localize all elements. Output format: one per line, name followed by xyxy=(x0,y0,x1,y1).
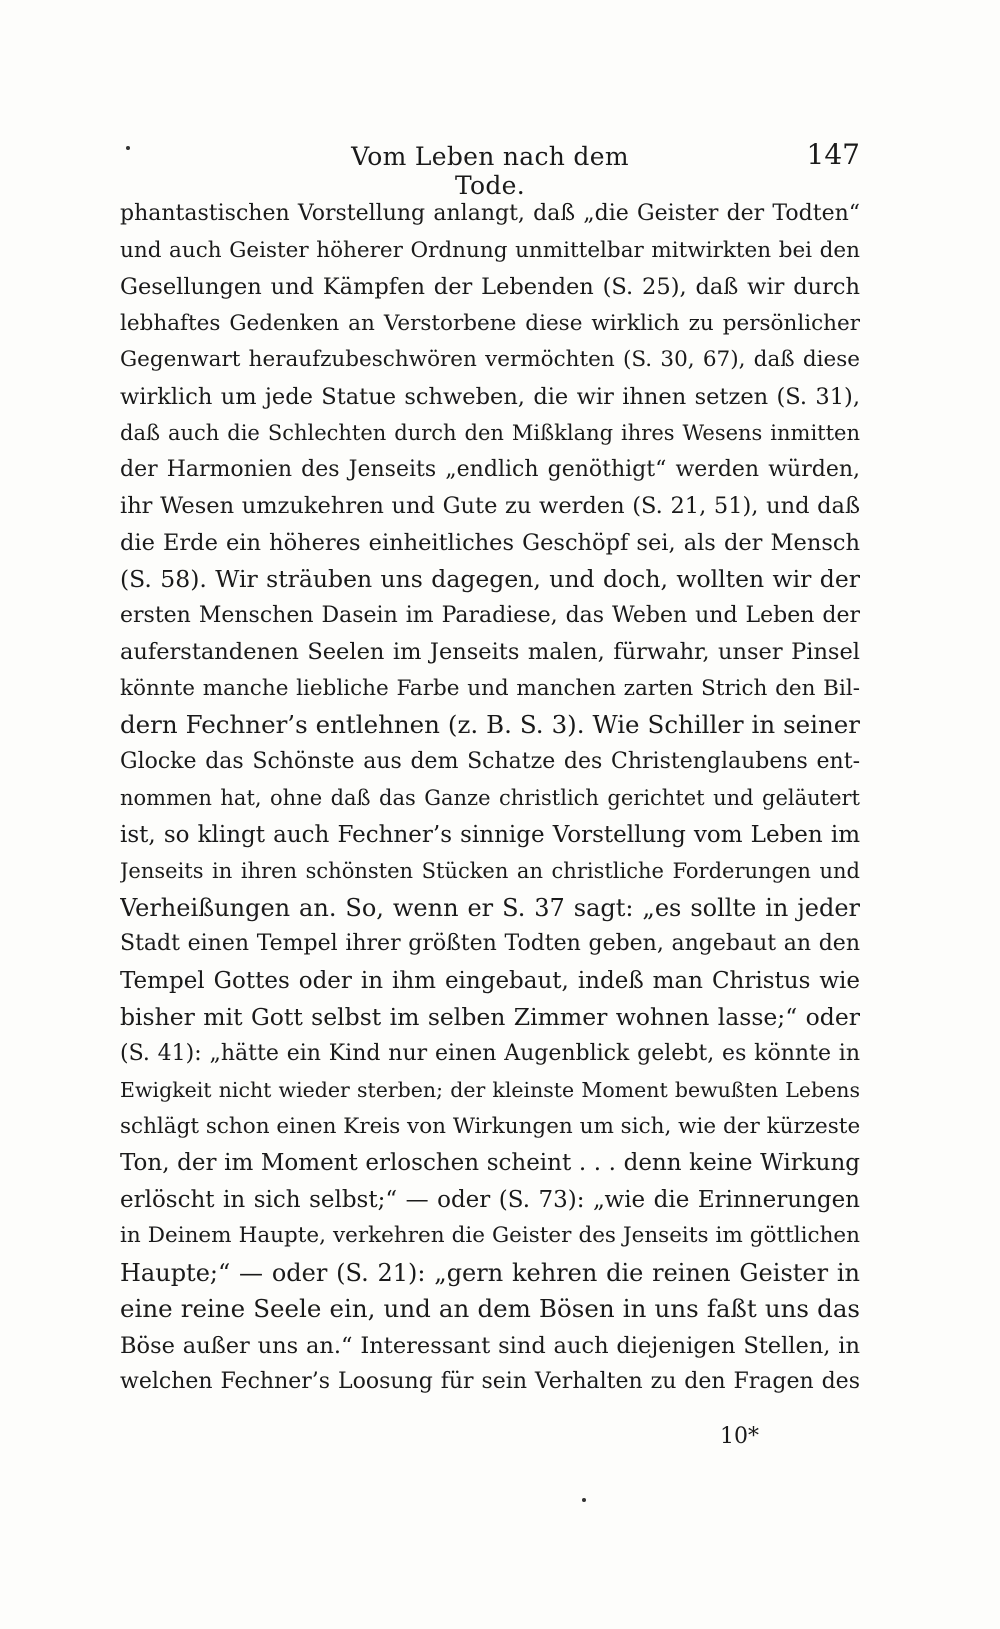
text-line: Glocke das Schönste aus dem Schatze des Christenglaubens ent- xyxy=(120,748,860,774)
page-header xyxy=(120,138,860,200)
text-line: wirklich um jede Statue schweben, die wir ihnen setzen (S. 31), xyxy=(120,383,860,410)
text-line: (S. 41): „hätte ein Kind nur einen Augenblick gelebt, es könnte in xyxy=(120,1040,860,1066)
text-line: die Erde ein höheres einheitliches Geschöpf sei, als der Mensch xyxy=(120,529,860,556)
text-line: ersten Menschen Dasein im Paradiese, das Weben und Leben der xyxy=(120,602,860,628)
text-line: erlöscht in sich selbst;“ — oder (S. 73): „wie die Erinnerungen xyxy=(120,1186,860,1213)
text-line: lebhaftes Gedenken an Verstorbene diese wirklich zu persönlicher xyxy=(120,310,860,336)
page-number: 147 xyxy=(806,138,860,171)
text-line: Böse außer uns an.“ Interessant sind auch diejenigen Stellen, in xyxy=(120,1332,860,1359)
text-line: und auch Geister höherer Ordnung unmittelbar mitwirkten bei den xyxy=(120,237,860,263)
text-line: könnte manche liebliche Farbe und manchen zarten Strich den Bil- xyxy=(120,675,860,701)
signature-mark: 10* xyxy=(720,1424,759,1449)
text-line: Gegenwart heraufzubeschwören vermöchten (S. 30, 67), daß diese xyxy=(120,347,860,372)
text-line: Haupte;“ — oder (S. 21): „gern kehren die reinen Geister in xyxy=(120,1258,860,1287)
text-line: Ton, der im Moment erloschen scheint . . . denn keine Wirkung xyxy=(120,1150,860,1176)
text-line: Gesellungen und Kämpfen der Lebenden (S. 25), daß wir durch xyxy=(120,274,860,300)
text-line: nommen hat, ohne daß das Ganze christlich gerichtet und geläutert xyxy=(120,786,860,810)
text-line: phantastischen Vorstellung anlangt, daß „die Geister der Todten“ xyxy=(120,201,860,226)
text-line: welchen Fechner’s Loosung für sein Verhalten zu den Fragen des xyxy=(120,1369,860,1394)
body-text xyxy=(120,196,860,1401)
text-line: Verheißungen an. So, wenn er S. 37 sagt: „es sollte in jeder xyxy=(120,893,860,922)
text-line: eine reine Seele ein, und an dem Bösen in uns faßt uns das xyxy=(120,1294,860,1323)
text-line: bisher mit Gott selbst im selben Zimmer wohnen lasse;“ oder xyxy=(120,1003,860,1031)
text-line: schlägt schon einen Kreis von Wirkungen um sich, wie der kürzeste xyxy=(120,1113,860,1139)
text-line: Jenseits in ihren schönsten Stücken an christliche Forderungen und xyxy=(120,859,860,883)
text-line: (S. 58). Wir sträuben uns dagegen, und doch, wollten wir der xyxy=(120,565,860,593)
text-line: auferstandenen Seelen im Jenseits malen, fürwahr, unser Pinsel xyxy=(120,639,860,665)
text-line: in Deinem Haupte, verkehren die Geister des Jenseits im göttlichen xyxy=(120,1223,860,1248)
text-line: der Harmonien des Jenseits „endlich genöthigt“ werden würden, xyxy=(120,456,860,482)
text-line: Tempel Gottes oder in ihm eingebaut, indeß man Christus wie xyxy=(120,967,860,994)
running-title: Vom Leben nach dem Tode. xyxy=(351,142,629,200)
text-line: ihr Wesen umzukehren und Gute zu werden (S. 21, 51), und daß xyxy=(120,493,860,519)
text-line: daß auch die Schlechten durch den Mißklang ihres Wesens inmitten xyxy=(120,421,860,445)
text-line: Stadt einen Tempel ihrer größten Todten geben, angebaut an den xyxy=(120,931,860,956)
speck-mark xyxy=(582,1498,586,1502)
text-line: dern Fechner’s entlehnen (z. B. S. 3). Wie Schiller in seiner xyxy=(120,710,860,739)
text-line: Ewigkeit nicht wieder sterben; der kleinste Moment bewußten Lebens xyxy=(120,1078,860,1102)
text-line: ist, so klingt auch Fechner’s sinnige Vorstellung vom Leben im xyxy=(120,821,860,848)
